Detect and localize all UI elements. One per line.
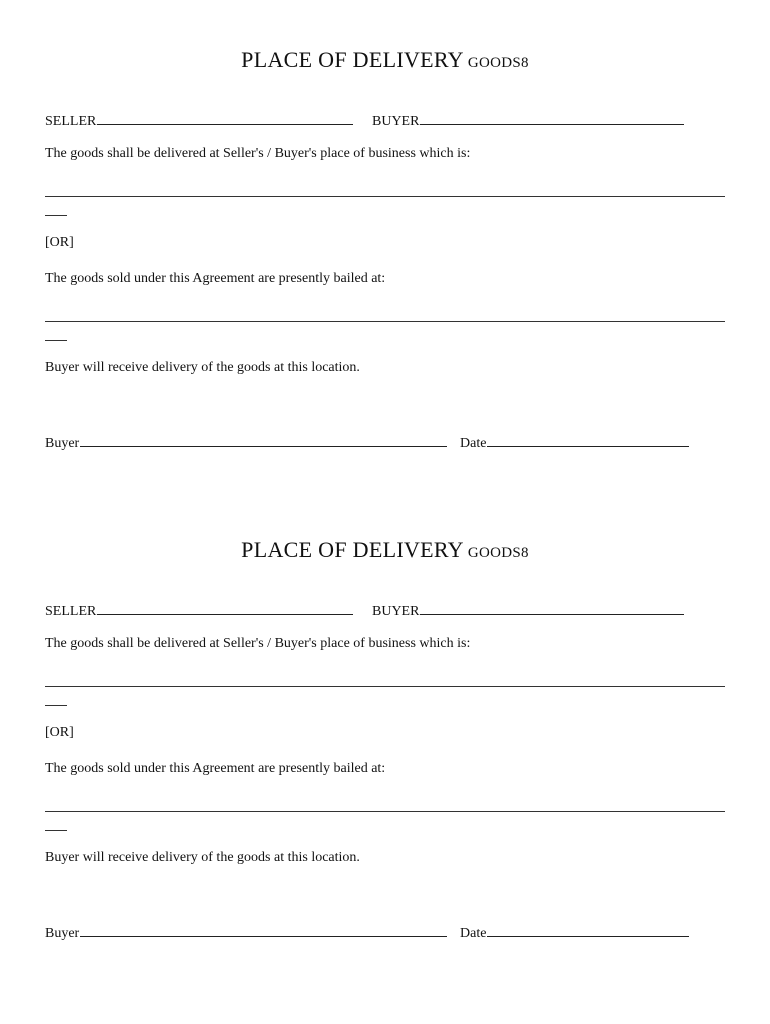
title-text: PLACE OF DELIVERY bbox=[241, 47, 464, 72]
bailed-text: The goods sold under this Agreement are presently bailed at: bbox=[45, 271, 386, 286]
buyer-blank[interactable] bbox=[420, 600, 684, 615]
seller-field bbox=[45, 600, 353, 620]
buyer-field bbox=[372, 110, 684, 130]
signature-blank[interactable] bbox=[80, 922, 447, 937]
bailed-location-blank[interactable] bbox=[45, 321, 725, 322]
form-code: GOODS8 bbox=[467, 545, 529, 561]
seller-blank[interactable] bbox=[97, 110, 353, 125]
or-text: [OR] bbox=[45, 725, 74, 740]
buyer-label: BUYER bbox=[372, 604, 420, 619]
or-text: [OR] bbox=[45, 235, 74, 250]
place-of-business-blank-continuation bbox=[45, 705, 67, 706]
buyer-field bbox=[372, 600, 684, 620]
receive-text: Buyer will receive delivery of the goods at this location. bbox=[45, 850, 360, 865]
signature-label: Buyer bbox=[45, 926, 80, 941]
delivery-text: The goods shall be delivered at Seller's / Buyer's place of business which is: bbox=[45, 146, 471, 161]
delivery-form-1 bbox=[0, 0, 770, 490]
buyer-label: BUYER bbox=[372, 114, 420, 129]
date-field bbox=[460, 922, 689, 942]
form-code: GOODS8 bbox=[467, 55, 529, 71]
bailed-location-blank-continuation bbox=[45, 340, 67, 341]
place-of-business-blank[interactable] bbox=[45, 686, 725, 687]
signature-blank[interactable] bbox=[80, 432, 447, 447]
date-blank[interactable] bbox=[487, 432, 689, 447]
buyer-signature-field bbox=[45, 432, 447, 452]
seller-label: SELLER bbox=[45, 604, 97, 619]
date-blank[interactable] bbox=[487, 922, 689, 937]
date-label: Date bbox=[460, 436, 487, 451]
bailed-location-blank[interactable] bbox=[45, 811, 725, 812]
bailed-location-blank-continuation bbox=[45, 830, 67, 831]
buyer-signature-field bbox=[45, 922, 447, 942]
signature-label: Buyer bbox=[45, 436, 80, 451]
delivery-text: The goods shall be delivered at Seller's / Buyer's place of business which is: bbox=[45, 636, 471, 651]
receive-text: Buyer will receive delivery of the goods at this location. bbox=[45, 360, 360, 375]
title-text: PLACE OF DELIVERY bbox=[241, 537, 464, 562]
place-of-business-blank[interactable] bbox=[45, 196, 725, 197]
seller-blank[interactable] bbox=[97, 600, 353, 615]
date-label: Date bbox=[460, 926, 487, 941]
form-title bbox=[0, 47, 770, 73]
buyer-blank[interactable] bbox=[420, 110, 684, 125]
seller-label: SELLER bbox=[45, 114, 97, 129]
place-of-business-blank-continuation bbox=[45, 215, 67, 216]
bailed-text: The goods sold under this Agreement are presently bailed at: bbox=[45, 761, 386, 776]
form-title bbox=[0, 537, 770, 563]
seller-field bbox=[45, 110, 353, 130]
date-field bbox=[460, 432, 689, 452]
delivery-form-2 bbox=[0, 490, 770, 980]
